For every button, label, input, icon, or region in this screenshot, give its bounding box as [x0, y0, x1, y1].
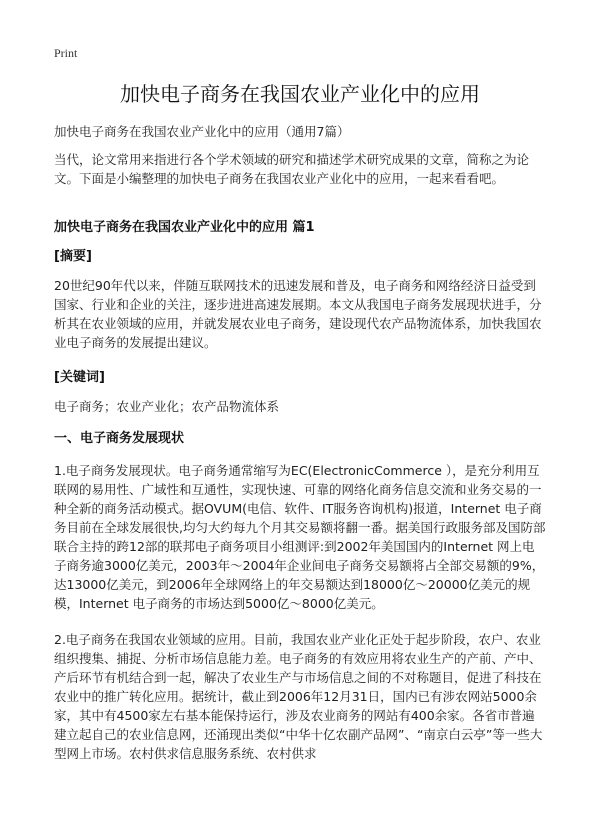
print-link[interactable]: Print [54, 46, 78, 60]
page-title: 加快电子商务在我国农业产业化中的应用 [120, 82, 480, 106]
body-paragraph-2: 2.电子商务在我国农业领域的应用。目前，我国农业产业化正处于起步阶段，农户、农业组织搜集、捕捉、分析市场信息能力差。电子商务的有效应用将农业生产的产前、产中、产后环节有机结合到一起，解决了农业生产与市场信息之间的不对称题目，促进了科技在农业中的推广转化应用。据统计，截止到2006年12月31日，国内已有涉农网站5000余家，其中有4500家左右基本能保持运行，涉及农业商务的网站有400余家。各省市普遍建立起自己的农业信息网，还涌现出类似“中华十亿农副产品网”、“南京白云亭”等一些大型网上市场。农村供求信息服务系统、农村供求 [54, 632, 543, 761]
intro-paragraph: 当代，论文常用来指进行各个学术领域的研究和描述学术研究成果的文章，简称之为论文。下面是小编整理的加快电子商务在我国农业产业化中的应用，一起来看看吧。 [54, 152, 530, 186]
abstract-text: 20世纪90年代以来，伴随互联网技术的迅速发展和普及，电子商务和网络经济日益受到国家、行业和企业的关注，逐步进进高速发展期。本文从我国电子商务发展现状进手，分析其在农业领域的应用，并就发展农业电子商务，建设现代农产品物流体系，加快我国农业电子商务的发展提出建议。 [54, 278, 542, 350]
keywords-text: 电子商务；农业产业化；农产品物流体系 [54, 399, 280, 414]
body-paragraph-1: 1.电子商务发展现状。电子商务通常缩写为EC(ElectronicCommerce ），是充分利用互联网的易用性、广域性和互通性，实现快速、可靠的网络化商务信息交流和业务交易的一种全新的商务活动模式。据OVUM(电信、软件、IT服务咨询机构)报道，Internet 电子商务目前在全球发展很快,均匀大约每九个月其交易额将翻一番。据美国行政服务部及国防部联合主持的跨12部的联邦电子商务项目小组测评:到2002年美国国内的Internet 网上电子商务逾3000亿美元，2003年～2004年企业间电子商务交易额将占全部交易额的9%，达13000亿美元，到2006年全球网络上的年交易额达到18000亿～20000亿美元的规模，Internet 电子商务的市场达到5000亿～8000亿美元。 [54, 463, 546, 611]
document-subtitle: 加快电子商务在我国农业产业化中的应用（通用7篇） [54, 124, 350, 139]
section-heading: 一、电子商务发展现状 [54, 431, 185, 446]
abstract-label: [摘要] [54, 249, 92, 264]
article-heading: 加快电子商务在我国农业产业化中的应用 篇1 [54, 220, 315, 235]
keywords-label: [关键词] [54, 370, 105, 385]
